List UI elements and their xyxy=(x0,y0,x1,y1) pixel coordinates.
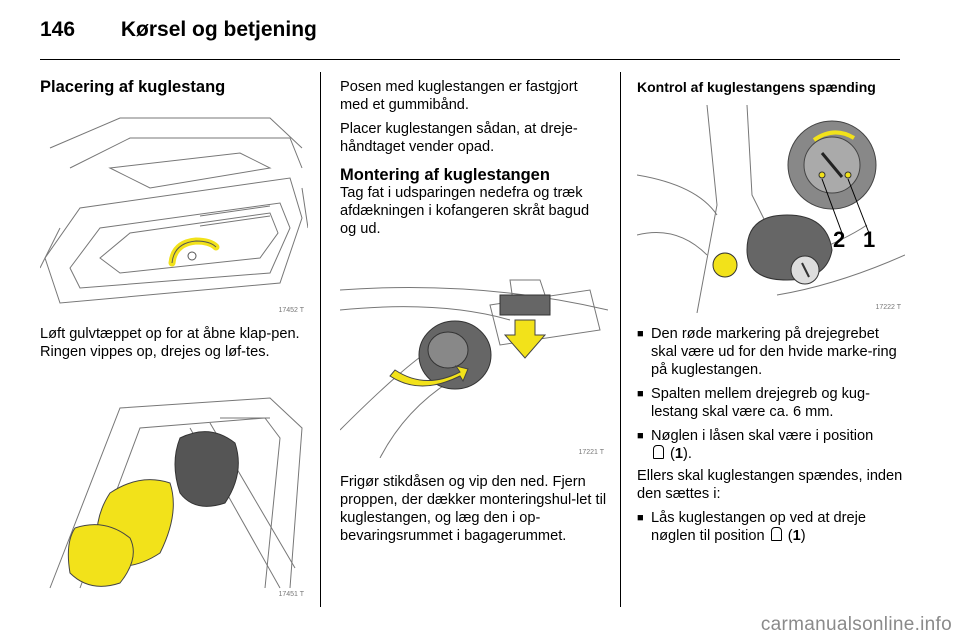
page-number: 146 xyxy=(40,18,76,41)
header-rule xyxy=(40,59,900,60)
paragraph-bag: Posen med kuglestangen er fastgjort med et gummibånd. xyxy=(340,79,578,113)
paragraph-cover: Tag fat i udsparingen nedefra og træk afdækningen i kofangeren skråt bagud og ud. xyxy=(340,185,590,237)
column-2-text xyxy=(340,473,608,551)
list-item: ■ Spalten mellem drejegreb og kug-lestang skal være ca. 6 mm. xyxy=(637,385,907,421)
column-3-text xyxy=(637,325,907,551)
watermark: carmanualsonline.info xyxy=(760,614,952,635)
list-item: ■ Lås kuglestangen op ved at dreje nøglen til position (1) xyxy=(637,509,907,545)
list-item: ■ Den røde markering på drejegrebet skal være ud for den hvide marke-ring på kuglestangen. xyxy=(637,325,907,379)
column-2 xyxy=(340,78,608,244)
figure-tow-bar-knob xyxy=(637,105,905,313)
column-1-text xyxy=(40,325,308,367)
paragraph-otherwise: Ellers skal kuglestangen spændes, inden den sættes i: xyxy=(637,468,903,502)
column-3 xyxy=(637,78,907,96)
column-1 xyxy=(40,78,308,104)
key-position-icon xyxy=(771,527,782,541)
list-item: ■ Nøglen i låsen skal være i position (1). xyxy=(637,427,907,463)
paragraph-place: Placer kuglestangen sådan, at dreje-håndtaget vender opad. xyxy=(340,121,578,155)
paragraph-socket: Frigør stikdåsen og vip den ned. Fjern proppen, der dækker monteringshul-let til kuglestangen, og læg den i op-bevaringsrummet i bagagerummet. xyxy=(340,474,607,544)
section-heading-montering: Montering af kuglestangen xyxy=(340,166,550,184)
check-list xyxy=(637,325,907,463)
figure-id: 17451 T xyxy=(278,591,304,598)
figure-id: 17452 T xyxy=(278,307,304,314)
figure-bumper-socket xyxy=(340,250,608,458)
section-heading-placering: Placering af kuglestang xyxy=(40,78,226,96)
figure-trunk-floor xyxy=(40,108,308,316)
chapter-title: Kørsel og betjening xyxy=(120,18,317,41)
figure-id: 17222 T xyxy=(875,304,901,311)
instruction-text: Løft gulvtæppet op for at åbne klap-pen. Ringen vippes op, drejes og løf-tes. xyxy=(40,326,300,360)
figure-id: 17221 T xyxy=(578,449,604,456)
column-divider-1 xyxy=(320,72,321,607)
figure-label-1: 1 xyxy=(863,227,876,252)
figure-storage-bag xyxy=(40,388,308,600)
column-divider-2 xyxy=(620,72,621,607)
section-heading-kontrol: Kontrol af kuglestangens spænding xyxy=(637,79,876,95)
page-header xyxy=(40,18,317,42)
action-list xyxy=(637,509,907,545)
key-position-icon xyxy=(653,445,664,459)
figure-label-2: 2 xyxy=(833,227,846,252)
